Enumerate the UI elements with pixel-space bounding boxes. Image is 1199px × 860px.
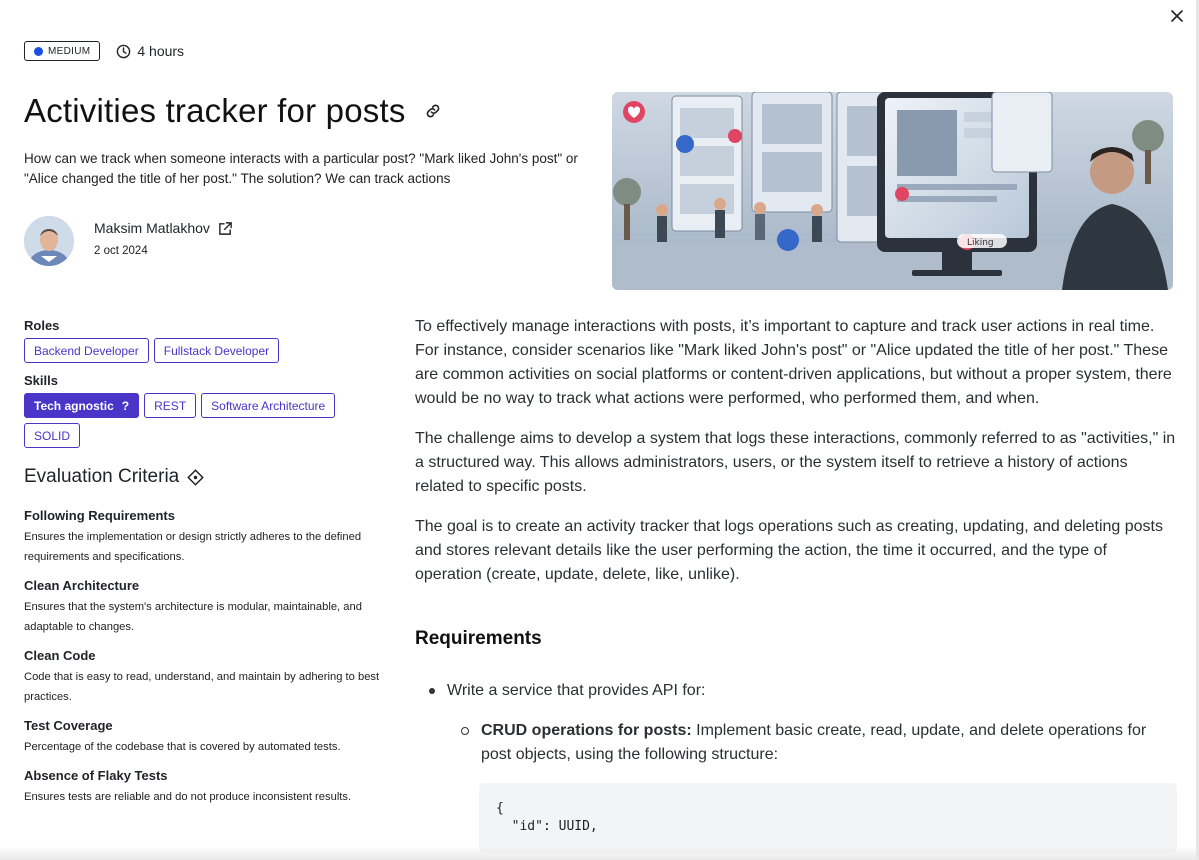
sub-list-item-text	[481, 719, 1177, 767]
duration	[116, 43, 184, 59]
close-icon[interactable]	[1169, 8, 1185, 24]
article-paragraph: The goal is to create an activity tracker that logs operations such as creating, updating, and deleting posts and stores relevant details like the user performing the action, the time it occurred, and the type of operation (create, update, delete, like, unlike).	[415, 518, 1163, 583]
author-block	[24, 216, 233, 266]
skill-tag-tech-agnostic-label: Tech agnostic	[34, 398, 114, 413]
link-icon[interactable]	[424, 102, 442, 120]
bullet-disc-icon	[429, 688, 435, 694]
level-badge	[24, 41, 100, 61]
code-line: {	[496, 801, 504, 816]
skill-tag-tech-agnostic[interactable]	[24, 393, 139, 418]
criterion-desc: Percentage of the codebase that is covered by automated tests.	[24, 741, 341, 753]
title-row	[24, 92, 442, 130]
role-tag-backend[interactable]: Backend Developer	[24, 338, 149, 363]
criterion-name: Test Coverage	[24, 718, 113, 733]
skills-label: Skills	[24, 373, 58, 388]
skill-tag-software-architecture[interactable]: Software Architecture	[201, 393, 335, 418]
bottom-fade	[0, 846, 1196, 860]
sub-list-item-rest: Implement basic create, read, update, and delete operations for post objects, using the following structure:	[481, 722, 1147, 763]
sub-list-item-bold: CRUD operations for posts:	[481, 722, 692, 739]
external-link-icon[interactable]	[218, 221, 233, 236]
roles-label: Roles	[24, 318, 60, 333]
criterion-desc: Ensures the implementation or design strictly adheres to the defined requirements and specifications.	[24, 531, 362, 563]
avatar[interactable]	[24, 216, 74, 266]
requirements-heading: Requirements	[415, 628, 542, 649]
article-paragraph: To effectively manage interactions with posts, it’s important to capture and track user actions in real time. For instance, consider scenarios like "Mark liked John's post" or "Alice updated the title of her post." These are common activities on social platforms or content-driven applications, but without a proper system, there would be no way to track what actions were performed, who performed them, and when.	[415, 318, 1172, 407]
criterion-name: Clean Code	[24, 648, 96, 663]
level-label: MEDIUM	[48, 45, 91, 57]
list-item	[415, 679, 1177, 703]
level-dot-icon	[34, 47, 43, 56]
author-name[interactable]: Maksim Matlakhov	[94, 220, 210, 236]
criterion-name: Clean Architecture	[24, 578, 140, 593]
criterion-desc: Code that is easy to read, understand, and maintain by adhering to best practices.	[24, 671, 380, 703]
help-icon[interactable]: ?	[121, 398, 130, 413]
code-line: "id": UUID,	[496, 819, 598, 834]
page-title: Activities tracker for posts	[24, 92, 406, 129]
skills-tags	[24, 393, 394, 448]
skill-tag-rest[interactable]: REST	[144, 393, 196, 418]
evaluation-header	[24, 466, 394, 488]
sidebar	[24, 318, 394, 818]
duration-text: 4 hours	[137, 43, 185, 59]
criterion-desc: Ensures that the system's architecture is modular, maintainable, and adaptable to changes.	[24, 601, 362, 633]
diamond-info-icon[interactable]	[187, 469, 204, 486]
criterion-name: Following Requirements	[24, 508, 175, 523]
bullet-circle-icon	[461, 727, 469, 735]
skill-tag-solid[interactable]: SOLID	[24, 423, 80, 448]
publish-date: 2 oct 2024	[94, 245, 148, 257]
evaluation-title: Evaluation Criteria	[24, 466, 180, 487]
list-item-text: Write a service that provides API for:	[447, 682, 706, 699]
meta-row	[24, 41, 184, 61]
article-paragraph: The challenge aims to develop a system that logs these interactions, commonly referred to as "activities," in a structured way. This allows administrators, users, or the system itself to retrieve a history of actions related to specific posts.	[415, 430, 1176, 495]
criterion-desc: Ensures tests are reliable and do not produce inconsistent results.	[24, 791, 352, 803]
code-block	[479, 783, 1177, 853]
hero-liking-label: Liking	[967, 238, 994, 248]
criterion-name: Absence of Flaky Tests	[24, 768, 168, 783]
sub-list-item	[415, 719, 1177, 767]
intro-text: How can we track when someone interacts with a particular post? "Mark liked John's post" or "Alice changed the title of her post." The solution? We can track actions	[24, 151, 578, 186]
roles-tags	[24, 338, 394, 363]
clock-icon	[116, 44, 131, 59]
criterion-item	[24, 718, 394, 757]
criterion-item	[24, 508, 394, 567]
role-tag-fullstack[interactable]: Fullstack Developer	[154, 338, 279, 363]
criterion-item	[24, 578, 394, 637]
criterion-item	[24, 648, 394, 707]
article-body	[415, 315, 1177, 853]
hero-illustration	[612, 92, 1173, 290]
criterion-item	[24, 768, 394, 807]
